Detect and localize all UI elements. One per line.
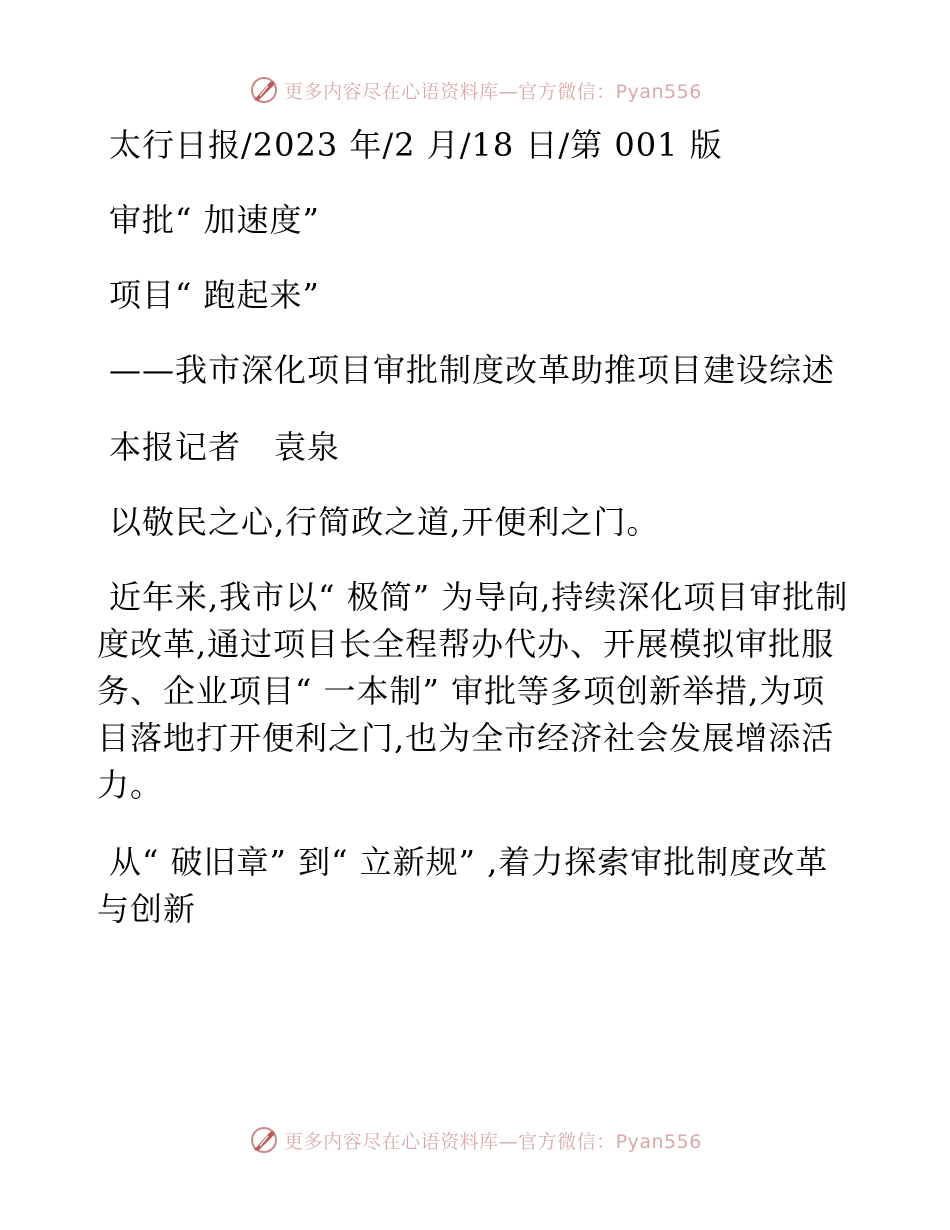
footer-watermark xyxy=(0,1120,950,1160)
watermark-group xyxy=(248,1124,702,1156)
article-body xyxy=(97,122,857,963)
watermark-text: 更多内容尽在心语资料库—官方微信：Pyan556 xyxy=(284,1130,702,1153)
section-heading: 从“ 破旧章” 到“ 立新规” ,着力探索审批制度改革与创新 xyxy=(97,843,829,928)
byline: 本报记者 袁泉 xyxy=(109,428,341,466)
headline-line-2: 项目“ 跑起来” xyxy=(109,276,320,314)
watermark-group xyxy=(248,74,702,106)
lead-paragraph: 以敬民之心,行简政之道,开便利之门。 xyxy=(109,503,660,541)
header-watermark xyxy=(0,70,950,110)
feather-pen-circle-icon xyxy=(248,1124,280,1156)
dateline: 太行日报/2023 年/2 月/18 日/第 001 版 xyxy=(109,126,723,164)
subtitle: ——我市深化项目审批制度改革助推项目建设综述 xyxy=(109,351,836,389)
watermark-text: 更多内容尽在心语资料库—官方微信：Pyan556 xyxy=(284,80,702,103)
feather-pen-circle-icon xyxy=(248,74,280,106)
body-paragraph: 近年来,我市以“ 极简” 为导向,持续深化项目审批制度改革,通过项目长全程帮办代办、开展模拟审批服务、企业项目“ 一本制” 审批等多项创新举措,为项目落地打开便利之门,也为全市经济社会发展增添活力。 xyxy=(97,578,849,804)
headline-line-1: 审批“ 加速度” xyxy=(109,201,320,239)
